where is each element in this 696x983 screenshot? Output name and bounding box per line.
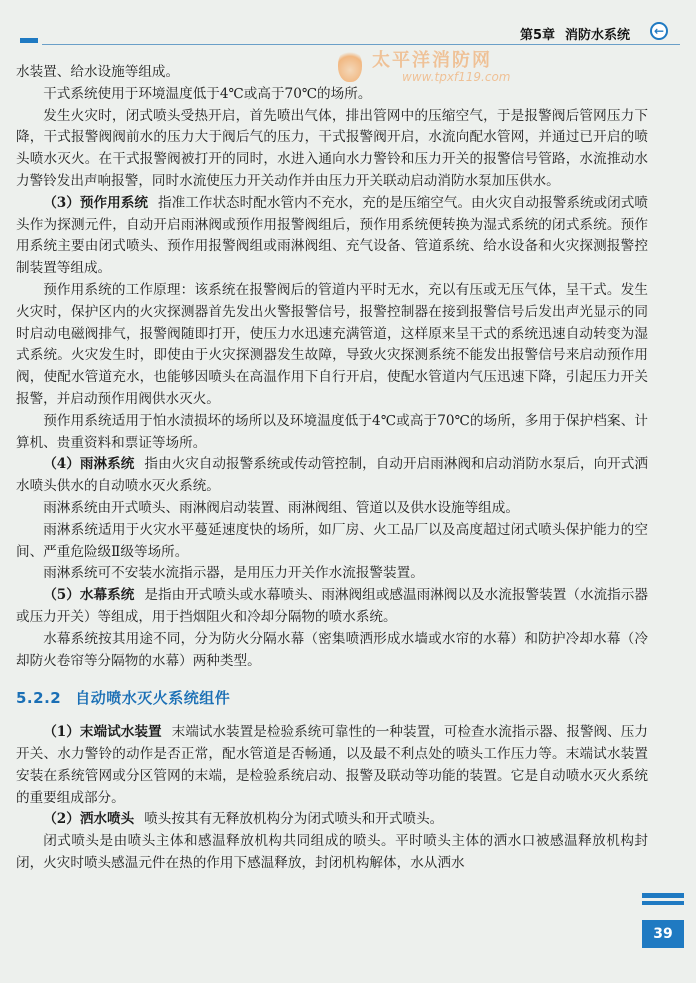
section-title: 自动喷水灭火系统组件 <box>75 689 231 708</box>
item-label: （3）预作用系统 <box>43 194 148 211</box>
labeled-paragraph-preaction <box>16 193 648 280</box>
item-text: 末端试水装置是检验系统可靠性的一种装置，可检查水流指示器、报警阀、压力开关、水力警铃的动作是否正常，配水管道是否畅通，以及最不利点处的喷头工作压力等。末端试水装置安装在系统管网或分区管网的末端，是检验系统启动、报警及联动等功能的装置。它是自动喷水灭火系统的重要组成部分。 <box>16 724 648 806</box>
paragraph: 雨淋系统适用于火灾水平蔓延速度快的场所，如厂房、火工品厂以及高度超过闭式喷头保护能力的空间、严重危险级Ⅱ级等场所。 <box>16 521 648 560</box>
labeled-paragraph-test <box>16 722 648 809</box>
watermark-url: www.tpxf119.com <box>402 70 511 84</box>
labeled-paragraph-deluge <box>16 454 648 498</box>
labeled-paragraph-drencher <box>16 585 648 629</box>
item-text: 指准工作状态时配水管内不充水，充的是压缩空气。由火灾自动报警系统或闭式喷头作为探测元件，自动开启雨淋阀或预作用报警阀组后，预作用系统便转换为湿式系统的闭式系统。预作用系统主要由闭式喷头、预作用报警阀组或雨淋阀组、充气设备、管道系统、给水设备和火灾探测报警控制装置等组成。 <box>16 194 648 277</box>
watermark-title: 太平洋消防网 <box>372 50 492 71</box>
section-number: 5.2.2 <box>16 689 62 708</box>
paragraph: 水幕系统按其用途不同，分为防火分隔水幕（密集喷洒形成水墙或水帘的水幕）和防护冷却水幕（冷却防火卷帘等分隔物的水幕）两种类型。 <box>16 630 648 669</box>
footer-accent-bar <box>642 893 684 898</box>
section-heading <box>16 688 648 710</box>
paragraph: 预作用系统的工作原理：该系统在报警阀后的管道内平时无水，充以有压或无压气体，呈干式。发生火灾时，保护区内的火灾探测器首先发出火警报警信号，报警控制器在接到报警信号后发出声光显示的同时启动电磁阀排气，报警阀随即打开，使压力水迅速充满管道，这样原来呈干式的系统迅速自动转变为湿式系统。火灾发生时，即使由于火灾探测器发生故障，导致火灾探测系统不能发出报警信号来启动预作用阀，使配水管道充水，也能够因喷头在高温作用下自行开启，使配水管道内气压迅速下降，引起压力开关报警，并启动预作用阀供水灭火。 <box>16 281 648 407</box>
paragraph: 雨淋系统由开式喷头、雨淋阀启动装置、雨淋阀组、管道以及供水设施等组成。 <box>43 499 519 516</box>
paragraph: 水装置、给水设施等组成。 <box>16 64 180 80</box>
item-label: （2）洒水喷头 <box>43 811 135 828</box>
page-number: 39 <box>642 920 684 948</box>
body-text <box>16 62 648 875</box>
paragraph: 闭式喷头是由喷头主体和感温释放机构共同组成的喷头。平时喷头主体的洒水口被感温释放机构封闭，火灾时喷头感温元件在热的作用下感温释放，封闭机构解体，水从洒水 <box>16 833 648 871</box>
footer-accent-bar <box>642 901 684 905</box>
back-arrow-circle-icon: ← <box>650 22 668 40</box>
item-label: （4）雨淋系统 <box>43 456 135 473</box>
header-accent-bar <box>20 38 38 43</box>
paragraph: 发生火灾时，闭式喷头受热开启，首先喷出气体，排出管网中的压缩空气，于是报警阀后管网压力下降，干式报警阀阀前水的压力大于阀后气的压力，干式报警阀开启，水流向配水管网，并通过已开启的喷头喷水灭火。在干式报警阀被打开的同时，水进入通向水力警铃和压力开关的报警信号管路，水流推动水力警铃发出声响报警，同时水流使压力开关动作并由压力开关联动启动消防水泵加压供水。 <box>16 107 648 189</box>
item-label: （5）水幕系统 <box>43 587 135 604</box>
item-label: （1）末端试水装置 <box>43 724 162 741</box>
chapter-title: 消防水系统 <box>565 28 631 43</box>
labeled-paragraph-sprinkler <box>16 809 648 831</box>
item-text: 是指由开式喷头或水幕喷头、雨淋阀组或感温雨淋阀以及水流报警装置（水流指示器或压力开关）等组成，用于挡烟阻火和冷却分隔物的喷水系统。 <box>16 587 648 625</box>
paragraph: 雨淋系统可不安装水流指示器，是用压力开关作水流报警装置。 <box>43 565 424 582</box>
chapter-header <box>520 24 630 43</box>
paragraph: 预作用系统适用于怕水渍损坏的场所以及环境温度低于4℃或高于70℃的场所，多用于保护档案、计算机、贵重资料和票证等场所。 <box>16 412 648 451</box>
item-text: 指由火灾自动报警系统或传动管控制，自动开启雨淋阀和启动消防水泵后，向开式洒水喷头供水的自动喷水灭火系统。 <box>16 456 648 495</box>
item-text: 喷头按其有无释放机构分为闭式喷头和开式喷头。 <box>144 811 444 828</box>
chapter-number: 第5章 <box>520 28 556 43</box>
paragraph: 干式系统使用于环境温度低于4℃或高于70℃的场所。 <box>43 85 372 102</box>
